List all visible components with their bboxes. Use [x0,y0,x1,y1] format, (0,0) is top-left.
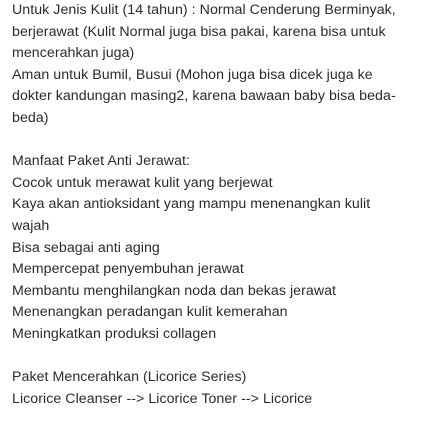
text-line: berjerawat (Kulit Normal juga bisa pakai, karena bisa untuk [12,23,386,40]
benefits-section [12,151,426,345]
benefit-item: Cocok untuk merawat kulit yang berjewat [12,174,273,191]
benefit-item: Kaya akan antioksidant yang mampu menenangkan kulit [12,196,371,213]
package-section [12,367,426,410]
benefit-item: Menenangkan peradangan kulit kemerahan [12,304,288,321]
text-line: dokter kandungan masing2, karena bawaan baby bisa beda- [12,88,396,105]
paragraph-spacer [12,130,426,152]
benefit-item: Mempercepat penyembuhan jerawat [12,261,244,278]
benefit-item: Bisa sebagai anti aging [12,239,160,256]
package-sequence: Licorice Cleanser --> Licorice Toner --> Licorice [12,390,313,407]
text-line: Untuk Jenis Kulit (14 tahun) : Normal Cenderung Berminyak, [12,2,396,18]
package-heading: Paket Mencerahkan (Licorice Series) [12,369,247,386]
text-line: mencerahkan juga) [12,45,135,62]
benefit-item: Meningkatkan produksi collagen [12,325,217,342]
benefit-item: wajah [12,217,50,234]
benefits-heading: Manfaat Paket Anti Jerawat: [12,153,190,170]
benefit-item: Membantu menghilangkan noda dan bekas jerawat [12,282,337,299]
text-line: beda) [12,109,49,126]
text-line: Aman untuk Bumil, Busui (Mohon juga bisa dicek juga ke [12,66,373,83]
product-description [12,0,426,410]
paragraph-spacer [12,346,426,368]
skin-type-section [12,0,426,130]
